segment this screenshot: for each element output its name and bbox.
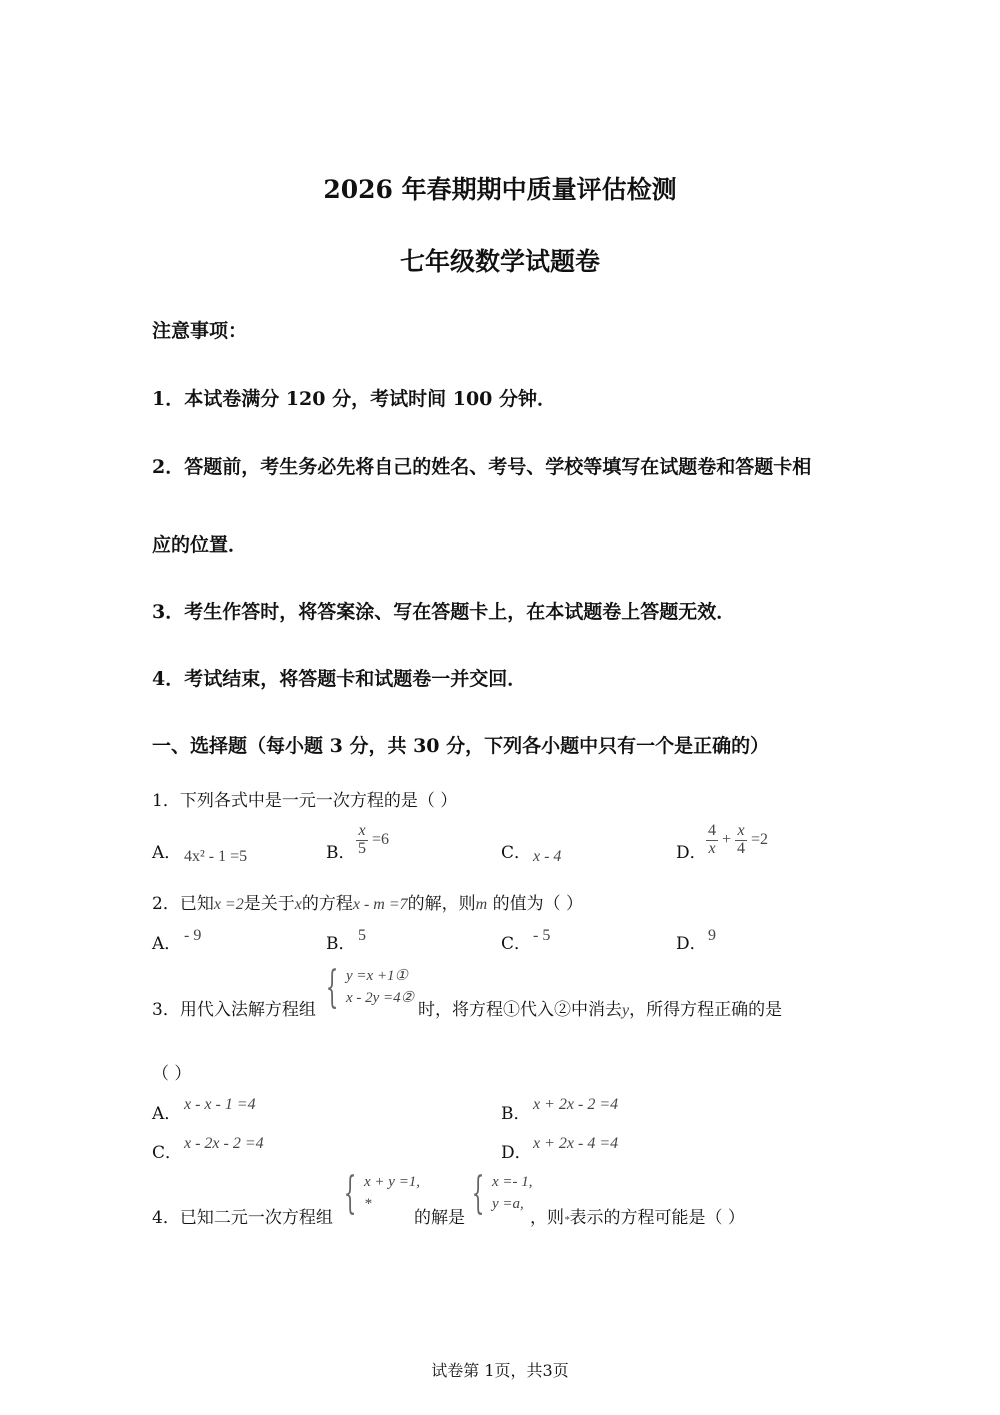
q1-d-rest: =2 bbox=[751, 830, 769, 848]
q4-solution-2: y =a, bbox=[492, 1196, 524, 1212]
notice-item-4: 4．考试结束，将答题卡和试题卷一并交回． bbox=[152, 668, 527, 690]
q4-text-2: 的解是 bbox=[414, 1208, 465, 1228]
q2-math-1: x =2 bbox=[213, 896, 244, 913]
q3-equation-system bbox=[318, 962, 415, 1013]
page-footer: 试卷第 1页，共3页 bbox=[431, 1361, 569, 1380]
q2-math-4: m bbox=[475, 896, 488, 913]
q1-d-fraction-2: $\frac{x}{4}$ bbox=[737, 822, 746, 857]
q4-equation-system bbox=[336, 1168, 421, 1219]
q4-star: * bbox=[564, 1214, 570, 1226]
q3-text-2 bbox=[418, 995, 782, 1020]
q2-text-4: 的解，则 bbox=[407, 894, 476, 914]
q2-option-a-label: A． bbox=[152, 934, 182, 954]
q1-option-c-label: C． bbox=[501, 843, 532, 863]
q2-text-2: 是关于 bbox=[243, 894, 295, 914]
q2-math-3: x - m =7 bbox=[352, 896, 408, 913]
q1-option-b-label: B． bbox=[326, 843, 356, 863]
q4-text-3a: ，则 bbox=[530, 1208, 564, 1228]
q3-option-c-label: C． bbox=[152, 1143, 183, 1163]
q2-text-1: 2．已知 bbox=[152, 894, 214, 914]
left-brace-icon: { bbox=[471, 1168, 485, 1219]
q3-option-a-label: A． bbox=[152, 1104, 182, 1124]
q1-option-b bbox=[356, 823, 389, 858]
left-brace-icon: { bbox=[325, 962, 339, 1013]
q4-text-4: 表示的方程可能是（ ） bbox=[569, 1208, 745, 1228]
q1-option-a-label: A． bbox=[152, 843, 182, 863]
q2-text-3: 的方程 bbox=[301, 894, 353, 914]
left-brace-icon: { bbox=[343, 1168, 357, 1219]
notice-item-2-cont: 应的位置． bbox=[152, 534, 248, 556]
q2-option-c: - 5 bbox=[533, 927, 551, 944]
question-2-stem bbox=[152, 889, 583, 914]
q3-equation-2: x - 2y =4② bbox=[346, 990, 415, 1006]
q4-solution-1: x =- 1, bbox=[492, 1174, 533, 1191]
q3-option-a: x - x - 1 =4 bbox=[184, 1096, 256, 1113]
q3-equation-1: y =x +1① bbox=[346, 968, 409, 985]
q4-solution-system bbox=[464, 1168, 533, 1219]
q2-text-5: 的值为（ ） bbox=[487, 894, 583, 914]
q2-option-d: 9 bbox=[708, 927, 716, 944]
q2-option-d-label: D． bbox=[676, 934, 707, 954]
q2-option-b: 5 bbox=[358, 927, 366, 944]
q1-b-fraction: $\frac{x}{5}$ bbox=[358, 822, 366, 857]
q3-option-b: x + 2x - 2 =4 bbox=[533, 1096, 619, 1113]
q1-option-c: x - 4 bbox=[533, 848, 562, 865]
q1-option-a: 4x² - 1 =5 bbox=[184, 848, 248, 865]
q3-math-y: y bbox=[622, 1002, 630, 1019]
q3-option-d-label: D． bbox=[501, 1143, 532, 1163]
q1-d-plus: + bbox=[722, 830, 732, 848]
q3-text-1: 3．用代入法解方程组 bbox=[152, 1000, 316, 1020]
q3-option-c: x - 2x - 2 =4 bbox=[184, 1135, 264, 1152]
q1-d-fraction-1: $\frac{4}{x}$ bbox=[708, 822, 716, 857]
q1-b-rest: =6 bbox=[372, 830, 390, 848]
notice-item-1: 1．本试卷满分 120 分，考试时间 100 分钟． bbox=[152, 388, 557, 410]
exam-title: 2026 年春期期中质量评估检测 bbox=[323, 175, 677, 204]
q2-option-c-label: C． bbox=[501, 934, 532, 954]
q4-equation-1: x + y =1, bbox=[364, 1174, 421, 1191]
notice-item-3: 3．考生作答时，将答案涂、写在答题卡上，在本试题卷上答题无效． bbox=[152, 601, 736, 623]
q1-option-d-label: D． bbox=[676, 843, 707, 863]
q4-text-3 bbox=[530, 1203, 745, 1228]
notice-heading: 注意事项： bbox=[152, 320, 248, 342]
section-heading: 一、选择题（每小题 3 分，共 30 分，下列各小题中只有一个是正确的） bbox=[152, 735, 770, 757]
q3-option-b-label: B． bbox=[501, 1104, 531, 1124]
q2-math-2: x bbox=[294, 896, 302, 913]
q4-equation-2: * bbox=[364, 1196, 372, 1212]
q2-option-a: - 9 bbox=[184, 927, 202, 944]
exam-subtitle: 七年级数学试题卷 bbox=[399, 247, 600, 276]
q3-option-d: x + 2x - 4 =4 bbox=[533, 1135, 619, 1152]
q2-option-b-label: B． bbox=[326, 934, 356, 954]
q3-text-2a: 时，将方程①代入②中消去 bbox=[418, 1000, 622, 1020]
q3-answer-paren: （ ） bbox=[152, 1064, 192, 1084]
q1-option-d bbox=[706, 823, 768, 858]
question-1-stem: 1．下列各式中是一元一次方程的是（ ） bbox=[152, 791, 458, 811]
q4-text-1: 4．已知二元一次方程组 bbox=[152, 1208, 333, 1228]
notice-item-2: 2．答题前，考生务必先将自己的姓名、考号、学校等填写在试题卷和答题卡相 bbox=[152, 456, 812, 478]
q3-text-3: ，所得方程正确的是 bbox=[629, 1000, 783, 1020]
